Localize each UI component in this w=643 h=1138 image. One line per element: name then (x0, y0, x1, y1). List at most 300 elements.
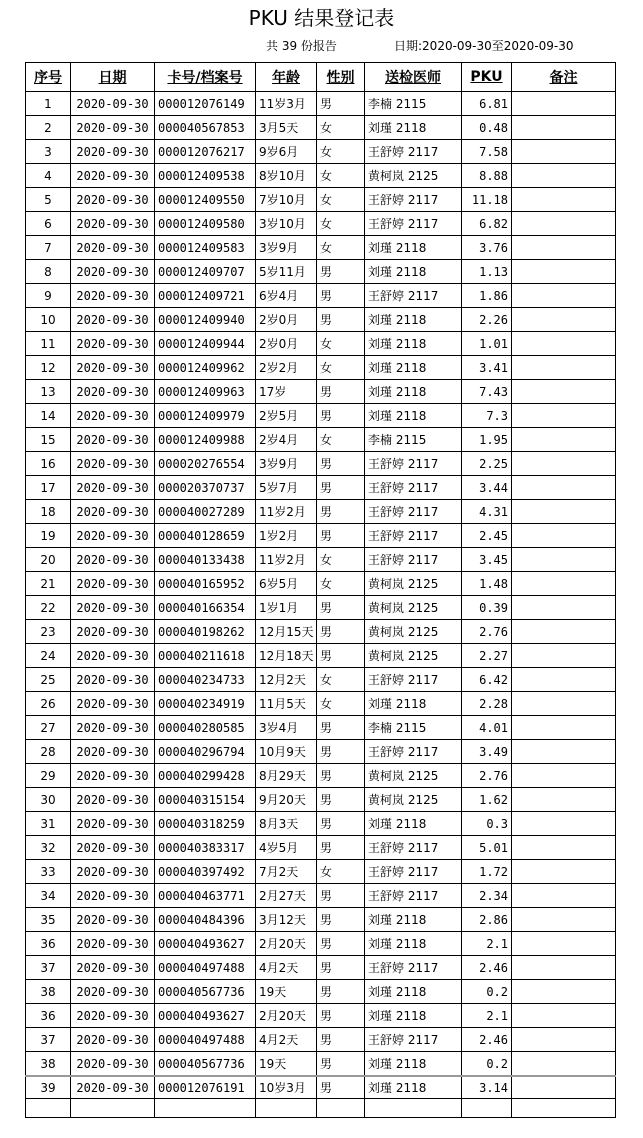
cell-pku: 2.76 (462, 620, 512, 644)
cell-card: 000012409940 (155, 308, 256, 332)
cell-card: 000040166354 (155, 596, 256, 620)
cell-note (512, 860, 616, 884)
cell-doctor: 王舒婷 2117 (365, 140, 462, 164)
cell-date: 2020-09-30 (71, 332, 155, 356)
cell-doctor: 刘瑾 2118 (365, 1076, 462, 1099)
table-row (26, 404, 616, 428)
cell-no: 3 (26, 140, 71, 164)
cell-doctor: 刘瑾 2118 (365, 692, 462, 716)
table-row (26, 644, 616, 668)
cell-age: 1岁1月 (256, 596, 317, 620)
cell-doctor: 黄柯岚 2125 (365, 764, 462, 788)
cell-no: 4 (26, 164, 71, 188)
table-row (26, 884, 616, 908)
cell-date: 2020-09-30 (71, 740, 155, 764)
cell-date: 2020-09-30 (71, 500, 155, 524)
cell-card: 000040299428 (155, 764, 256, 788)
cell-note (512, 1028, 616, 1052)
cell-sex: 男 (317, 980, 365, 1004)
col-header-note: 备注 (512, 63, 616, 92)
col-header-pku: PKU (462, 63, 512, 92)
cell-pku: 4.31 (462, 500, 512, 524)
cell-card: 000040027289 (155, 500, 256, 524)
cell-card: 000040296794 (155, 740, 256, 764)
cell-sex: 男 (317, 884, 365, 908)
cell-sex: 女 (317, 572, 365, 596)
cell-sex: 男 (317, 1076, 365, 1099)
cell-age: 2岁5月 (256, 404, 317, 428)
cell-date: 2020-09-30 (71, 980, 155, 1004)
cell-date (71, 1099, 155, 1118)
cell-sex: 女 (317, 668, 365, 692)
cell-age: 9岁6月 (256, 140, 317, 164)
cell-pku: 2.76 (462, 764, 512, 788)
cell-age: 2岁0月 (256, 308, 317, 332)
cell-sex: 男 (317, 716, 365, 740)
cell-no: 28 (26, 740, 71, 764)
cell-date: 2020-09-30 (71, 356, 155, 380)
cell-doctor: 刘瑾 2118 (365, 236, 462, 260)
cell-date: 2020-09-30 (71, 836, 155, 860)
cell-no: 11 (26, 332, 71, 356)
cell-card: 000040463771 (155, 884, 256, 908)
cell-no: 38 (26, 1052, 71, 1077)
cell-pku: 2.25 (462, 452, 512, 476)
cell-no: 37 (26, 1028, 71, 1052)
table-row (26, 380, 616, 404)
cell-pku: 5.01 (462, 836, 512, 860)
cell-age: 10月9天 (256, 740, 317, 764)
cell-date: 2020-09-30 (71, 236, 155, 260)
cell-no: 9 (26, 284, 71, 308)
cell-note (512, 644, 616, 668)
cell-no: 1 (26, 92, 71, 116)
cell-doctor: 王舒婷 2117 (365, 1028, 462, 1052)
cell-pku: 11.18 (462, 188, 512, 212)
cell-note (512, 836, 616, 860)
cell-pku: 2.1 (462, 1004, 512, 1028)
cell-doctor: 黄柯岚 2125 (365, 164, 462, 188)
cell-note (512, 188, 616, 212)
cell-card: 000012409963 (155, 380, 256, 404)
table-row (26, 1076, 616, 1099)
cell-card: 000040497488 (155, 1028, 256, 1052)
cell-card: 000040211618 (155, 644, 256, 668)
cell-card: 000012409580 (155, 212, 256, 236)
cell-note (512, 500, 616, 524)
cell-doctor: 王舒婷 2117 (365, 500, 462, 524)
cell-age: 4月2天 (256, 1028, 317, 1052)
cell-age: 6岁4月 (256, 284, 317, 308)
cell-age: 5岁11月 (256, 260, 317, 284)
cell-no: 37 (26, 956, 71, 980)
cell-no: 21 (26, 572, 71, 596)
cell-sex: 男 (317, 812, 365, 836)
cell-note (512, 764, 616, 788)
cell-no: 5 (26, 188, 71, 212)
cell-pku: 6.82 (462, 212, 512, 236)
cell-doctor: 王舒婷 2117 (365, 884, 462, 908)
cell-age: 4岁5月 (256, 836, 317, 860)
table-row (26, 716, 616, 740)
cell-sex: 女 (317, 140, 365, 164)
cell-age: 2岁4月 (256, 428, 317, 452)
cell-card: 000040198262 (155, 620, 256, 644)
cell-date: 2020-09-30 (71, 1052, 155, 1077)
cell-sex: 男 (317, 644, 365, 668)
cell-sex: 女 (317, 428, 365, 452)
cell-sex: 男 (317, 380, 365, 404)
cell-age: 8岁10月 (256, 164, 317, 188)
cell-doctor: 刘瑾 2118 (365, 332, 462, 356)
cell-card: 000040165952 (155, 572, 256, 596)
cell-age: 11岁3月 (256, 92, 317, 116)
cell-age: 3岁4月 (256, 716, 317, 740)
table-row (26, 1028, 616, 1052)
cell-date: 2020-09-30 (71, 164, 155, 188)
cell-card: 000012409979 (155, 404, 256, 428)
cell-pku: 2.46 (462, 1028, 512, 1052)
cell-no: 12 (26, 356, 71, 380)
table-row (26, 596, 616, 620)
cell-date: 2020-09-30 (71, 92, 155, 116)
cell-note (512, 980, 616, 1004)
cell-date: 2020-09-30 (71, 1004, 155, 1028)
cell-pku: 2.86 (462, 908, 512, 932)
cell-doctor: 刘瑾 2118 (365, 308, 462, 332)
cell-pku: 2.34 (462, 884, 512, 908)
cell-date: 2020-09-30 (71, 644, 155, 668)
cell-note (512, 908, 616, 932)
cell-no: 10 (26, 308, 71, 332)
cell-card: 000040383317 (155, 836, 256, 860)
cell-no: 15 (26, 428, 71, 452)
cell-date: 2020-09-30 (71, 668, 155, 692)
cell-card: 000012409583 (155, 236, 256, 260)
cell-note (512, 92, 616, 116)
report-count: 共 39 份报告 (266, 39, 337, 53)
cell-note (512, 308, 616, 332)
cell-date: 2020-09-30 (71, 860, 155, 884)
cell-note (512, 572, 616, 596)
cell-no: 31 (26, 812, 71, 836)
cell-age: 10岁3月 (256, 1076, 317, 1099)
cell-doctor: 刘瑾 2118 (365, 980, 462, 1004)
table-row (26, 188, 616, 212)
cell-doctor: 刘瑾 2118 (365, 1052, 462, 1077)
cell-sex: 女 (317, 692, 365, 716)
cell-note (512, 548, 616, 572)
cell-no: 29 (26, 764, 71, 788)
cell-doctor: 王舒婷 2117 (365, 284, 462, 308)
cell-doctor: 王舒婷 2117 (365, 548, 462, 572)
cell-sex: 男 (317, 764, 365, 788)
cell-card: 000040318259 (155, 812, 256, 836)
cell-age: 12月18天 (256, 644, 317, 668)
cell-no: 25 (26, 668, 71, 692)
cell-doctor: 刘瑾 2118 (365, 1004, 462, 1028)
cell-no: 20 (26, 548, 71, 572)
cell-note (512, 332, 616, 356)
cell-age: 19天 (256, 1052, 317, 1077)
cell-date: 2020-09-30 (71, 524, 155, 548)
cell-doctor: 王舒婷 2117 (365, 212, 462, 236)
cell-note (512, 620, 616, 644)
cell-doctor: 刘瑾 2118 (365, 812, 462, 836)
cell-age: 3月12天 (256, 908, 317, 932)
cell-doctor: 黄柯岚 2125 (365, 644, 462, 668)
cell-sex: 男 (317, 260, 365, 284)
cell-sex (317, 1099, 365, 1118)
cell-note (512, 524, 616, 548)
cell-note (512, 476, 616, 500)
cell-no: 13 (26, 380, 71, 404)
cell-note (512, 428, 616, 452)
cell-sex: 女 (317, 212, 365, 236)
cell-card: 000040567853 (155, 116, 256, 140)
cell-no: 2 (26, 116, 71, 140)
table-row (26, 788, 616, 812)
cell-no: 17 (26, 476, 71, 500)
cell-doctor: 王舒婷 2117 (365, 188, 462, 212)
cell-age: 12月15天 (256, 620, 317, 644)
table-row (26, 116, 616, 140)
cell-note (512, 716, 616, 740)
cell-sex: 女 (317, 332, 365, 356)
cell-age: 4月2天 (256, 956, 317, 980)
cell-pku: 3.76 (462, 236, 512, 260)
cell-no: 36 (26, 932, 71, 956)
table-row (26, 92, 616, 116)
cell-age: 3岁9月 (256, 452, 317, 476)
cell-note (512, 284, 616, 308)
table-row (26, 764, 616, 788)
cell-pku: 1.01 (462, 332, 512, 356)
cell-sex: 男 (317, 620, 365, 644)
cell-date: 2020-09-30 (71, 260, 155, 284)
cell-note (512, 260, 616, 284)
header-row (26, 63, 616, 92)
cell-sex: 男 (317, 92, 365, 116)
cell-date: 2020-09-30 (71, 452, 155, 476)
cell-pku: 0.2 (462, 980, 512, 1004)
cell-age: 11岁2月 (256, 548, 317, 572)
cell-doctor: 王舒婷 2117 (365, 740, 462, 764)
cell-pku: 2.1 (462, 932, 512, 956)
table-row (26, 284, 616, 308)
cell-date: 2020-09-30 (71, 404, 155, 428)
cell-doctor: 刘瑾 2118 (365, 908, 462, 932)
cell-date: 2020-09-30 (71, 692, 155, 716)
cell-note (512, 1052, 616, 1077)
table-row (26, 428, 616, 452)
cell-doctor: 刘瑾 2118 (365, 932, 462, 956)
cell-doctor (365, 1099, 462, 1118)
cell-card: 000040234919 (155, 692, 256, 716)
cell-sex: 女 (317, 356, 365, 380)
col-header-no: 序号 (26, 63, 71, 92)
cell-pku: 1.62 (462, 788, 512, 812)
cell-pku (462, 1099, 512, 1118)
cell-card: 000012409721 (155, 284, 256, 308)
cell-sex: 男 (317, 524, 365, 548)
cell-card: 000040128659 (155, 524, 256, 548)
cell-doctor: 李楠 2115 (365, 428, 462, 452)
cell-pku: 7.58 (462, 140, 512, 164)
cell-card: 000040484396 (155, 908, 256, 932)
cell-no (26, 1099, 71, 1118)
cell-doctor: 刘瑾 2118 (365, 380, 462, 404)
cell-date: 2020-09-30 (71, 716, 155, 740)
cell-pku: 0.39 (462, 596, 512, 620)
table-row (26, 668, 616, 692)
cell-note (512, 116, 616, 140)
cell-note (512, 740, 616, 764)
cell-age: 9月20天 (256, 788, 317, 812)
cell-note (512, 692, 616, 716)
cell-note (512, 356, 616, 380)
cell-no: 26 (26, 692, 71, 716)
table-row (26, 332, 616, 356)
cell-age: 2月20天 (256, 932, 317, 956)
cell-doctor: 王舒婷 2117 (365, 452, 462, 476)
col-header-card: 卡号/档案号 (155, 63, 256, 92)
cell-card: 000040567736 (155, 1052, 256, 1077)
cell-age: 11岁2月 (256, 500, 317, 524)
cell-note (512, 164, 616, 188)
cell-no: 18 (26, 500, 71, 524)
cell-pku: 1.86 (462, 284, 512, 308)
cell-card: 000012409550 (155, 188, 256, 212)
cell-sex: 女 (317, 188, 365, 212)
cell-note (512, 668, 616, 692)
cell-sex: 男 (317, 596, 365, 620)
table-row (26, 812, 616, 836)
cell-date: 2020-09-30 (71, 572, 155, 596)
cell-pku: 6.81 (462, 92, 512, 116)
cell-note (512, 380, 616, 404)
table-row (26, 908, 616, 932)
cell-doctor: 王舒婷 2117 (365, 668, 462, 692)
cell-no: 34 (26, 884, 71, 908)
table-row (26, 476, 616, 500)
table-row (26, 1004, 616, 1028)
cell-card: 000012076149 (155, 92, 256, 116)
cell-pku: 2.28 (462, 692, 512, 716)
cell-card: 000012076217 (155, 140, 256, 164)
cell-pku: 1.72 (462, 860, 512, 884)
cell-age: 3月5天 (256, 116, 317, 140)
cell-card: 000020276554 (155, 452, 256, 476)
cell-sex: 男 (317, 308, 365, 332)
cell-doctor: 黄柯岚 2125 (365, 596, 462, 620)
table-row (26, 236, 616, 260)
cell-sex: 女 (317, 164, 365, 188)
cell-pku: 0.48 (462, 116, 512, 140)
cell-date: 2020-09-30 (71, 884, 155, 908)
cell-pku: 1.95 (462, 428, 512, 452)
cell-no: 36 (26, 1004, 71, 1028)
cell-sex: 男 (317, 740, 365, 764)
cell-age: 8月29天 (256, 764, 317, 788)
results-table (25, 62, 616, 1118)
cell-pku: 3.49 (462, 740, 512, 764)
cell-doctor: 刘瑾 2118 (365, 356, 462, 380)
col-header-age: 年龄 (256, 63, 317, 92)
cell-sex: 男 (317, 1028, 365, 1052)
cell-doctor: 黄柯岚 2125 (365, 788, 462, 812)
cell-card: 000012409962 (155, 356, 256, 380)
table-row (26, 1052, 616, 1077)
cell-no: 33 (26, 860, 71, 884)
col-header-date: 日期 (71, 63, 155, 92)
cell-pku: 4.01 (462, 716, 512, 740)
cell-pku: 1.48 (462, 572, 512, 596)
cell-date: 2020-09-30 (71, 476, 155, 500)
cell-no: 14 (26, 404, 71, 428)
cell-note (512, 788, 616, 812)
table-row (26, 548, 616, 572)
cell-doctor: 王舒婷 2117 (365, 860, 462, 884)
cell-note (512, 1099, 616, 1118)
cell-pku: 7.3 (462, 404, 512, 428)
cell-pku: 2.45 (462, 524, 512, 548)
cell-no: 6 (26, 212, 71, 236)
cell-card: 000020370737 (155, 476, 256, 500)
cell-date: 2020-09-30 (71, 620, 155, 644)
table-row (26, 452, 616, 476)
cell-sex: 男 (317, 956, 365, 980)
cell-date: 2020-09-30 (71, 284, 155, 308)
cell-sex: 男 (317, 284, 365, 308)
cell-no: 39 (26, 1076, 71, 1099)
cell-date: 2020-09-30 (71, 1028, 155, 1052)
table-row (26, 260, 616, 284)
cell-card: 000012409538 (155, 164, 256, 188)
cell-no: 27 (26, 716, 71, 740)
table-row (26, 308, 616, 332)
cell-card (155, 1099, 256, 1118)
cell-card: 000012409988 (155, 428, 256, 452)
cell-age (256, 1099, 317, 1118)
cell-sex: 女 (317, 860, 365, 884)
cell-age: 17岁 (256, 380, 317, 404)
table-row (26, 356, 616, 380)
table-row (26, 212, 616, 236)
cell-date: 2020-09-30 (71, 548, 155, 572)
cell-card: 000040497488 (155, 956, 256, 980)
cell-doctor: 刘瑾 2118 (365, 404, 462, 428)
cell-pku: 3.45 (462, 548, 512, 572)
cell-sex: 男 (317, 500, 365, 524)
cell-pku: 2.27 (462, 644, 512, 668)
cell-date: 2020-09-30 (71, 764, 155, 788)
cell-age: 3岁9月 (256, 236, 317, 260)
date-range: 日期:2020-09-30至2020-09-30 (394, 39, 574, 53)
cell-pku: 3.44 (462, 476, 512, 500)
page-title: PKU 结果登记表 (248, 6, 395, 30)
cell-note (512, 956, 616, 980)
cell-sex: 男 (317, 836, 365, 860)
cell-note (512, 452, 616, 476)
cell-no: 38 (26, 980, 71, 1004)
cell-no: 22 (26, 596, 71, 620)
cell-note (512, 812, 616, 836)
cell-age: 19天 (256, 980, 317, 1004)
cell-sex: 男 (317, 1052, 365, 1077)
cell-date: 2020-09-30 (71, 956, 155, 980)
cell-no: 35 (26, 908, 71, 932)
